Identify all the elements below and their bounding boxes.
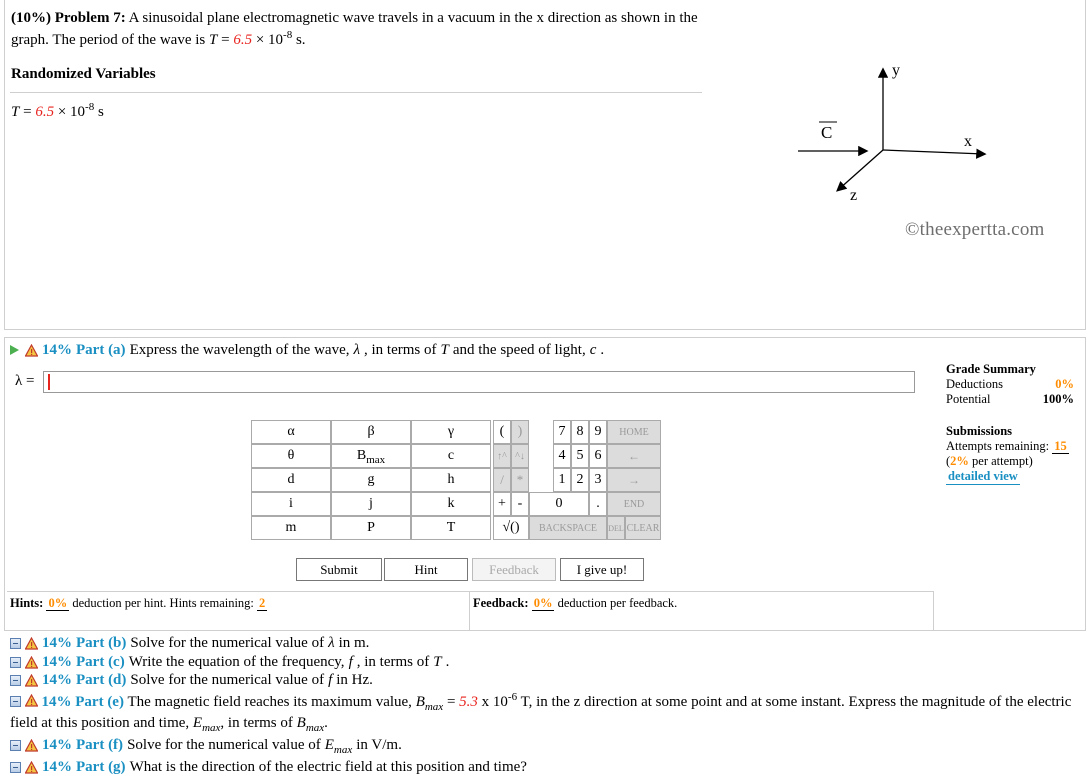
part-text: , in terms of bbox=[220, 715, 293, 731]
part-text: Solve for the numerical value of bbox=[127, 737, 321, 753]
part-text: . bbox=[324, 715, 328, 731]
z-label: z bbox=[850, 187, 858, 204]
per-attempt-row: (2% per attempt) bbox=[946, 454, 1033, 468]
part-text: , in terms of bbox=[364, 342, 437, 358]
part-label: Part (c) bbox=[76, 654, 125, 670]
key-4[interactable]: 4 bbox=[553, 444, 571, 468]
part-text: Write the equation of the frequency, bbox=[128, 654, 345, 670]
problem-text: A sinusoidal plane electromagnetic wave travels in a vacuum in the x direction as shown in the graph. The period of the wave is bbox=[11, 10, 698, 48]
E-symbol: E bbox=[324, 737, 334, 753]
part-e-header[interactable] bbox=[10, 692, 1082, 734]
y-label: y bbox=[892, 62, 900, 79]
key-paren-close[interactable]: ) bbox=[511, 420, 529, 444]
grade-summary bbox=[946, 362, 1074, 407]
part-label: Part (e) bbox=[75, 694, 124, 710]
feedback-button[interactable]: Feedback bbox=[472, 558, 556, 581]
warning-icon bbox=[25, 656, 38, 669]
collapse-icon[interactable] bbox=[10, 657, 21, 668]
attempts-label: Attempts remaining: bbox=[946, 439, 1050, 453]
part-text: in Hz. bbox=[336, 672, 373, 688]
feedback-text: deduction per feedback. bbox=[557, 596, 678, 610]
part-weight: 14% bbox=[42, 737, 72, 753]
key-g[interactable]: g bbox=[331, 468, 411, 492]
part-text: Solve for the numerical value of bbox=[130, 672, 325, 688]
key-right-arrow[interactable]: → bbox=[607, 468, 661, 492]
part-weight: 14% bbox=[42, 654, 72, 670]
feedback-info bbox=[473, 596, 677, 611]
problem-label: Problem 7: bbox=[54, 10, 126, 26]
c-symbol: c bbox=[589, 342, 597, 358]
key-i[interactable]: i bbox=[251, 492, 331, 516]
key-multiply[interactable]: * bbox=[511, 468, 529, 492]
answer-label: λ = bbox=[15, 373, 35, 389]
key-2[interactable]: 2 bbox=[571, 468, 589, 492]
part-weight: 14% bbox=[42, 342, 72, 358]
part-text: in m. bbox=[338, 635, 370, 651]
key-bmax-label: $B_{max}$ bbox=[356, 448, 386, 466]
part-text: Solve for the numerical value of bbox=[130, 635, 325, 651]
key-5[interactable]: 5 bbox=[571, 444, 589, 468]
collapse-icon[interactable] bbox=[10, 675, 21, 686]
collapse-icon[interactable] bbox=[10, 762, 21, 773]
attempts-value: 15 bbox=[1054, 439, 1067, 453]
key-paren-open[interactable]: ( bbox=[493, 420, 511, 444]
key-plus[interactable]: + bbox=[493, 492, 511, 516]
equals: = bbox=[221, 32, 230, 48]
T-symbol: T bbox=[209, 32, 218, 48]
key-9[interactable]: 9 bbox=[589, 420, 607, 444]
divider bbox=[10, 92, 702, 93]
c-label: C bbox=[821, 123, 833, 142]
base: 10 bbox=[268, 32, 284, 48]
grade-title: Grade Summary bbox=[946, 362, 1036, 376]
B-symbol: B bbox=[296, 715, 306, 731]
unit: s. bbox=[295, 32, 306, 48]
part-text: and the speed of light, bbox=[452, 342, 586, 358]
B-subscript: max bbox=[305, 722, 325, 734]
part-b-header[interactable] bbox=[10, 633, 369, 653]
key-decimal[interactable]: . bbox=[589, 492, 607, 516]
warning-icon bbox=[25, 761, 38, 774]
E-symbol: E bbox=[192, 715, 203, 731]
text-cursor bbox=[48, 374, 50, 390]
times-sign: x bbox=[481, 694, 490, 710]
copyright-text: ©theexpertta.com bbox=[905, 219, 1045, 240]
E-subscript: max bbox=[333, 744, 353, 756]
key-down-arrow[interactable]: ^↓ bbox=[511, 444, 529, 468]
potential-label: Potential bbox=[946, 392, 991, 406]
part-label: Part (f) bbox=[76, 737, 124, 753]
collapse-icon[interactable] bbox=[10, 696, 21, 707]
key-home[interactable]: HOME bbox=[607, 420, 661, 444]
give-up-button[interactable]: I give up! bbox=[560, 558, 644, 581]
f-symbol: f bbox=[348, 654, 353, 670]
detailed-view-link[interactable]: detailed view bbox=[948, 469, 1018, 483]
base: 10 bbox=[492, 694, 508, 710]
feedback-deduction: 0% bbox=[533, 596, 553, 610]
key-theta[interactable]: θ bbox=[251, 444, 331, 468]
key-alpha[interactable]: α bbox=[251, 420, 331, 444]
E-subscript: max bbox=[202, 722, 221, 734]
T-value: 6.5 bbox=[233, 32, 253, 48]
key-bmax-subscript: max bbox=[366, 453, 386, 466]
base: 10 bbox=[70, 104, 86, 120]
part-f-header[interactable] bbox=[10, 735, 402, 755]
part-text: in V/m. bbox=[356, 737, 402, 753]
hints-label: Hints: bbox=[10, 596, 44, 610]
axes-figure bbox=[790, 58, 1000, 208]
key-clear[interactable]: CLEAR bbox=[625, 516, 661, 540]
attempts-row bbox=[946, 439, 1074, 454]
key-beta[interactable]: β bbox=[331, 420, 411, 444]
part-text: . bbox=[600, 342, 605, 358]
deductions-row bbox=[946, 377, 1074, 392]
warning-icon bbox=[25, 694, 38, 707]
part-d-header[interactable] bbox=[10, 670, 373, 690]
x-axis bbox=[883, 150, 984, 154]
randomized-variables-title: Randomized Variables bbox=[11, 66, 156, 82]
key-c[interactable]: c bbox=[411, 444, 491, 468]
part-label: Part (g) bbox=[76, 759, 126, 775]
problem-statement bbox=[11, 7, 701, 51]
T-symbol: T bbox=[433, 654, 442, 670]
part-c-header[interactable] bbox=[10, 652, 449, 672]
deductions-value: 0% bbox=[1055, 377, 1074, 391]
Bmax-value: 5.3 bbox=[459, 694, 478, 710]
potential-row bbox=[946, 392, 1074, 407]
exponent: -8 bbox=[283, 29, 293, 41]
warning-icon bbox=[25, 674, 38, 687]
equals: = bbox=[23, 104, 32, 120]
part-weight: 14% bbox=[42, 672, 72, 688]
x-label: x bbox=[964, 133, 972, 150]
part-text: The magnetic field reaches its maximum value, bbox=[127, 694, 412, 710]
exponent: -6 bbox=[507, 691, 518, 703]
part-text: Express the wavelength of the wave, bbox=[129, 342, 350, 358]
randomized-T bbox=[11, 101, 104, 121]
part-a-header bbox=[10, 340, 604, 360]
key-bmax[interactable] bbox=[331, 444, 411, 468]
potential-value: 100% bbox=[1042, 392, 1074, 406]
part-text: , in terms of bbox=[356, 654, 430, 670]
submissions-panel bbox=[946, 424, 1074, 485]
answer-input[interactable] bbox=[43, 371, 915, 393]
key-0[interactable]: 0 bbox=[529, 492, 589, 516]
key-1[interactable]: 1 bbox=[553, 468, 571, 492]
part-weight: 14% bbox=[42, 635, 72, 651]
hints-text: deduction per hint. Hints remaining: bbox=[72, 596, 254, 610]
times-sign: × bbox=[255, 32, 265, 48]
part-weight: 14% bbox=[41, 694, 72, 710]
times-sign: × bbox=[57, 104, 67, 120]
part-label: Part (b) bbox=[76, 635, 127, 651]
lambda-symbol: λ bbox=[328, 635, 335, 651]
key-6[interactable]: 6 bbox=[589, 444, 607, 468]
key-m[interactable]: m bbox=[251, 516, 331, 540]
key-left-arrow[interactable]: ← bbox=[607, 444, 661, 468]
feedback-label: Feedback: bbox=[473, 596, 529, 610]
collapse-icon[interactable] bbox=[10, 740, 21, 751]
key-up-arrow[interactable]: ↑^ bbox=[493, 444, 511, 468]
part-weight: 14% bbox=[42, 759, 72, 775]
key-j[interactable]: j bbox=[331, 492, 411, 516]
part-label: Part (a) bbox=[76, 342, 126, 358]
key-7[interactable]: 7 bbox=[553, 420, 571, 444]
key-d[interactable]: d bbox=[251, 468, 331, 492]
submissions-title: Submissions bbox=[946, 424, 1013, 438]
T-symbol: T bbox=[11, 104, 20, 120]
deductions-label: Deductions bbox=[946, 377, 1003, 391]
hints-info bbox=[10, 596, 267, 611]
key-8[interactable]: 8 bbox=[571, 420, 589, 444]
key-divide[interactable]: / bbox=[493, 468, 511, 492]
key-gamma[interactable]: γ bbox=[411, 420, 491, 444]
B-symbol: B bbox=[415, 694, 425, 710]
key-h[interactable]: h bbox=[411, 468, 491, 492]
lambda-symbol: λ bbox=[353, 342, 360, 358]
key-end[interactable]: END bbox=[607, 492, 661, 516]
per-attempt-text: per attempt) bbox=[972, 454, 1033, 468]
collapse-icon[interactable] bbox=[10, 638, 21, 649]
key-del[interactable]: DEL bbox=[607, 516, 625, 540]
T-value: 6.5 bbox=[35, 104, 55, 120]
hint-deduction: 0% bbox=[48, 596, 68, 610]
z-axis bbox=[838, 150, 883, 190]
key-sqrt[interactable]: √() bbox=[493, 516, 529, 540]
exponent: -8 bbox=[85, 101, 95, 113]
warning-icon bbox=[25, 344, 38, 357]
key-k[interactable]: k bbox=[411, 492, 491, 516]
expand-arrow-icon[interactable] bbox=[10, 345, 19, 355]
unit: s bbox=[97, 104, 104, 120]
B-subscript: max bbox=[424, 701, 444, 713]
key-3[interactable]: 3 bbox=[589, 468, 607, 492]
key-P[interactable]: P bbox=[331, 516, 411, 540]
problem-weight: (10%) bbox=[11, 10, 51, 26]
T-symbol: T bbox=[440, 342, 449, 358]
warning-icon bbox=[25, 739, 38, 752]
warning-icon bbox=[25, 637, 38, 650]
key-backspace[interactable]: BACKSPACE bbox=[529, 516, 607, 540]
per-attempt-pct: 2% bbox=[950, 454, 969, 468]
part-text: . bbox=[445, 654, 450, 670]
part-text: T, in the z direction at some point and at some instant. Express the magnitude of the electric field at this position and time, bbox=[10, 694, 1072, 731]
part-g-header[interactable] bbox=[10, 757, 527, 777]
hint-button[interactable]: Hint bbox=[384, 558, 468, 581]
submit-button[interactable]: Submit bbox=[296, 558, 382, 581]
part-label: Part (d) bbox=[76, 672, 127, 688]
f-symbol: f bbox=[328, 672, 333, 688]
part-text: What is the direction of the electric field at this position and time? bbox=[129, 759, 527, 775]
hints-remaining: 2 bbox=[259, 596, 266, 610]
equals: = bbox=[446, 694, 456, 710]
key-T[interactable]: T bbox=[411, 516, 491, 540]
key-minus[interactable]: - bbox=[511, 492, 529, 516]
